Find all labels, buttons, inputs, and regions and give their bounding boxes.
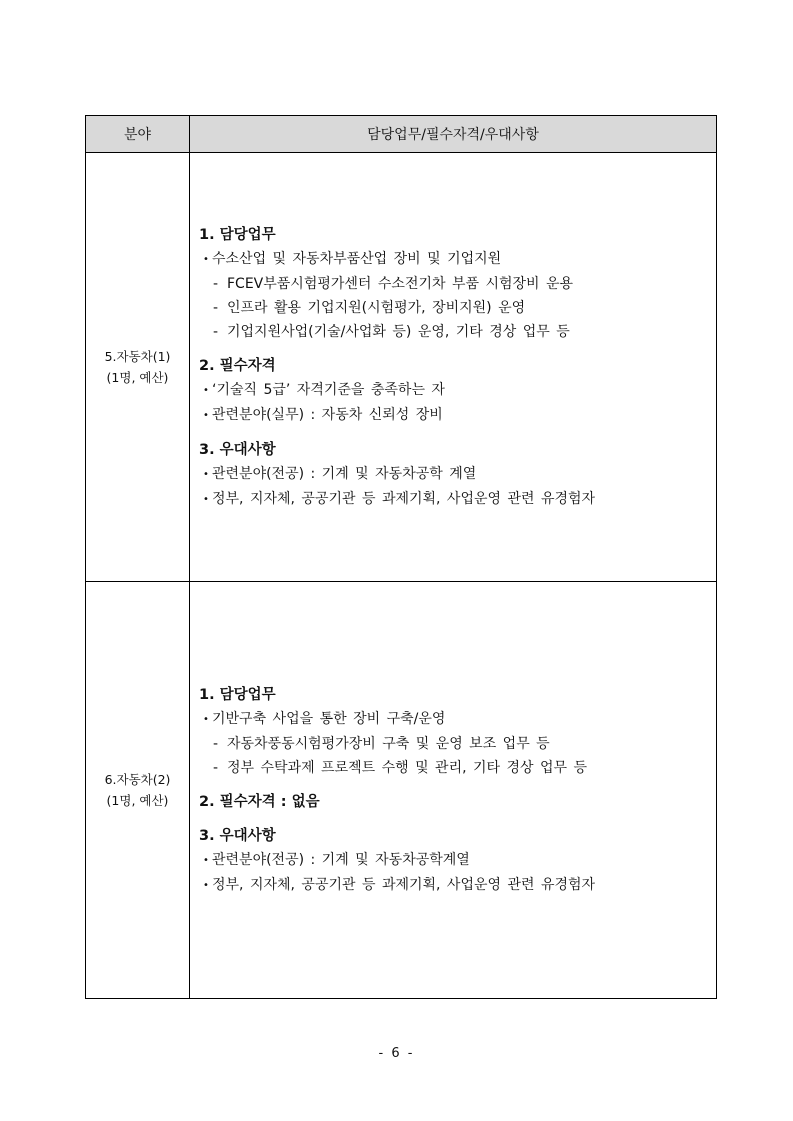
section-title: 3. 우대사항	[199, 441, 276, 458]
details-section	[199, 683, 708, 780]
item-text: 자동차풍동시험평가장비 구축 및 운영 보조 업무 등	[227, 735, 550, 752]
item-text: 기업지원사업(기술/사업화 등) 운영, 기타 경상 업무 등	[227, 323, 570, 340]
item-text: 정부, 지자체, 공공기관 등 과제기획, 사업운영 관련 유경험자	[212, 490, 596, 507]
item-text: 인프라 활용 기업지원(시험평가, 장비지원) 운영	[227, 299, 526, 316]
dash-icon: -	[213, 299, 219, 316]
bullet-icon: •	[203, 384, 209, 396]
sub-item	[199, 272, 708, 296]
bullet-icon: •	[203, 409, 209, 421]
dash-icon: -	[213, 323, 219, 340]
dash-icon: -	[213, 759, 219, 776]
item-text: 수소산업 및 자동차부품산업 장비 및 기업지원	[212, 250, 502, 267]
sub-item	[199, 756, 708, 780]
recruitment-table	[85, 115, 717, 999]
item-text: 관련분야(실무) : 자동차 신뢰성 장비	[212, 406, 443, 423]
details-section	[199, 223, 708, 344]
header-field: 분야	[86, 116, 190, 153]
field-headcount: (1명, 예산)	[106, 793, 169, 808]
section-title: 1. 담당업무	[199, 686, 276, 703]
table-row	[86, 582, 717, 999]
field-cell	[86, 582, 190, 999]
field-cell	[86, 153, 190, 582]
bullet-icon: •	[203, 854, 209, 866]
details-section	[199, 790, 708, 814]
bullet-icon: •	[203, 493, 209, 505]
item-text: 관련분야(전공) : 기계 및 자동차공학 계열	[212, 465, 477, 482]
details-cell	[190, 582, 717, 999]
header-details: 담당업무/필수자격/우대사항	[190, 116, 717, 153]
field-name: 6.자동차(2)	[104, 772, 171, 787]
details-section	[199, 354, 708, 428]
item-text: 정부, 지자체, 공공기관 등 과제기획, 사업운영 관련 유경험자	[212, 876, 596, 893]
dash-icon: -	[213, 275, 219, 292]
table-row	[86, 153, 717, 582]
page-number: - 6 -	[378, 1046, 415, 1061]
bullet-icon: •	[203, 713, 209, 725]
bullet-icon: •	[203, 468, 209, 480]
bullet-item	[199, 487, 708, 512]
details-cell	[190, 153, 717, 582]
sub-item	[199, 732, 708, 756]
bullet-item	[199, 873, 708, 898]
item-text: 관련분야(전공) : 기계 및 자동차공학계열	[212, 851, 470, 868]
sub-item	[199, 320, 708, 344]
item-text: FCEV부품시험평가센터 수소전기차 부품 시험장비 운용	[227, 275, 574, 292]
bullet-item	[199, 848, 708, 873]
item-text: ‘기술직 5급’ 자격기준을 충족하는 자	[212, 381, 445, 398]
bullet-item	[199, 462, 708, 487]
item-text: 정부 수탁과제 프로젝트 수행 및 관리, 기타 경상 업무 등	[227, 759, 588, 776]
dash-icon: -	[213, 735, 219, 752]
section-title: 3. 우대사항	[199, 827, 276, 844]
item-text: 기반구축 사업을 통한 장비 구축/운영	[212, 710, 446, 727]
bullet-icon: •	[203, 879, 209, 891]
bullet-item	[199, 403, 708, 428]
section-title: 2. 필수자격 : 없음	[199, 793, 320, 810]
bullet-item	[199, 378, 708, 403]
field-name: 5.자동차(1)	[104, 349, 171, 364]
table-header-row	[86, 116, 717, 153]
bullet-icon: •	[203, 253, 209, 265]
section-title: 2. 필수자격	[199, 357, 276, 374]
section-title: 1. 담당업무	[199, 226, 276, 243]
details-section	[199, 438, 708, 512]
sub-item	[199, 296, 708, 320]
bullet-item	[199, 707, 708, 732]
details-section	[199, 824, 708, 898]
field-headcount: (1명, 예산)	[106, 370, 169, 385]
bullet-item	[199, 247, 708, 272]
